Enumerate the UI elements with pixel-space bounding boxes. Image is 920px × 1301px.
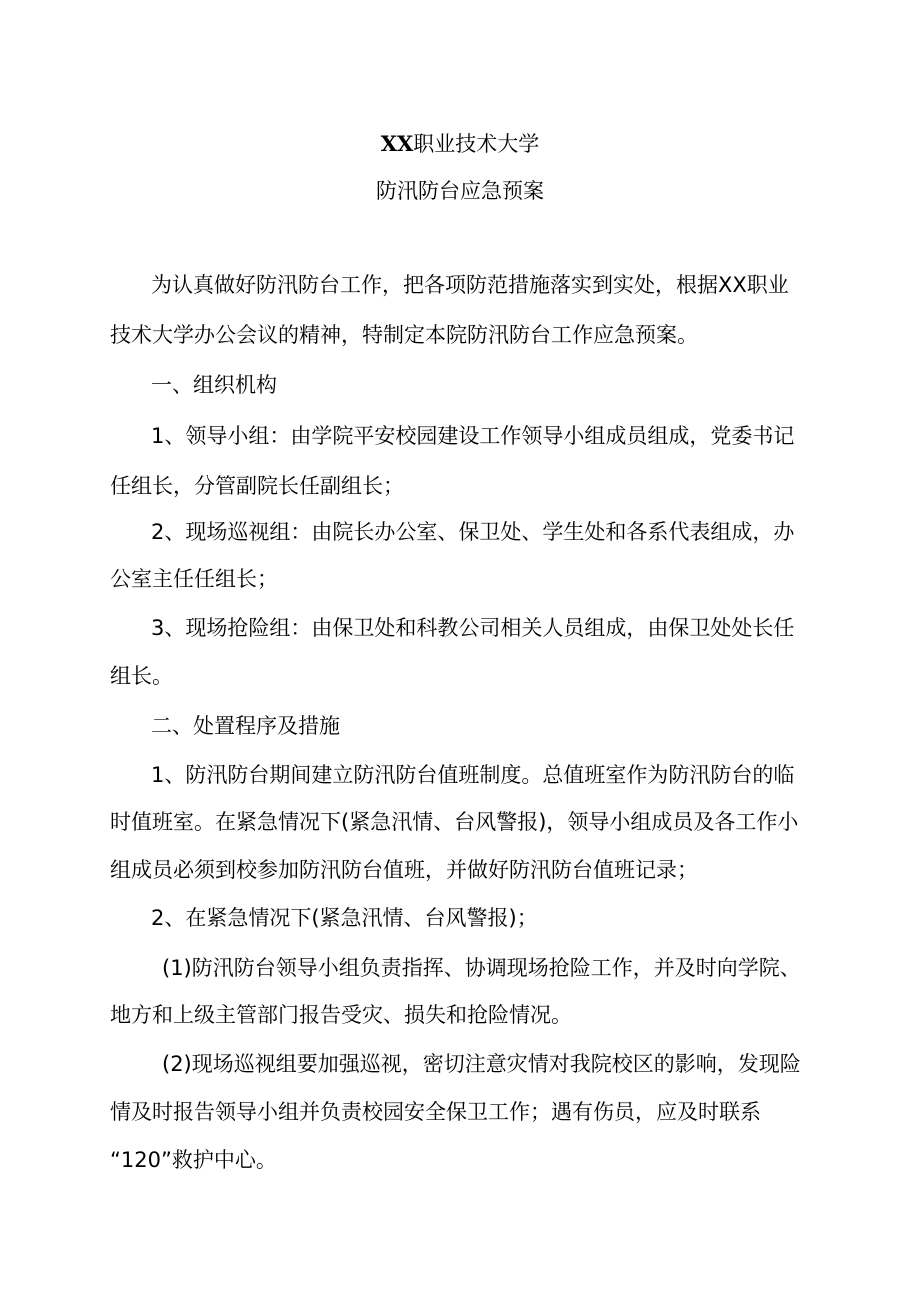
paragraph-line: 1、领导小组：由学院平安校园建设工作领导小组成员组成，党委书记 [151,424,795,448]
paragraph-line: 情及时报告领导小组并负责校园安全保卫工作；遇有伤员，应及时联系 [110,1100,761,1124]
section-heading: 一、组织机构 [151,373,277,397]
document-title [0,129,920,159]
paragraph-line: (2)现场巡视组要加强巡视，密切注意灾情对我院校区的影响，发现险 [162,1052,801,1076]
title-main: 职业技术大学 [413,132,540,156]
paragraph-line: 地方和上级主管部门报告受灾、损失和抢险情况。 [110,1003,572,1027]
paragraph-line: “120”救护中心。 [110,1148,277,1172]
paragraph-line: 时值班室。在紧急情况下(紧急汛情、台风警报)，领导小组成员及各工作小 [110,810,799,834]
paragraph-line: 3、现场抢险组：由保卫处和科教公司相关人员组成，由保卫处处长任 [151,616,795,640]
paragraph-line: (1)防汛防台领导小组负责指挥、协调现场抢险工作，并及时向学院、 [162,956,801,980]
paragraph-line: 2、现场巡视组：由院长办公室、保卫处、学生处和各系代表组成，办 [151,520,795,544]
section-heading: 二、处置程序及措施 [151,714,340,738]
paragraph-line: 公室主任任组长； [110,567,278,591]
paragraph-line: 组成员必须到校参加防汛防台值班，并做好防汛防台值班记录； [110,858,698,882]
document-subtitle: 防汛防台应急预案 [376,179,544,203]
paragraph-line: 任组长，分管副院长任副组长； [110,474,404,498]
paragraph-line: 组长。 [110,664,173,688]
paragraph-line: 2、在紧急情况下(紧急汛情、台风警报)； [151,906,538,930]
title-prefix: XX [380,131,414,156]
paragraph-line: 为认真做好防汛防台工作，把各项防范措施落实到实处，根据XX职业 [151,273,789,297]
paragraph-line: 1、防汛防台期间建立防汛防台值班制度。总值班室作为防汛防台的临 [151,763,795,787]
paragraph-line: 技术大学办公会议的精神，特制定本院防汛防台工作应急预案。 [110,323,698,347]
